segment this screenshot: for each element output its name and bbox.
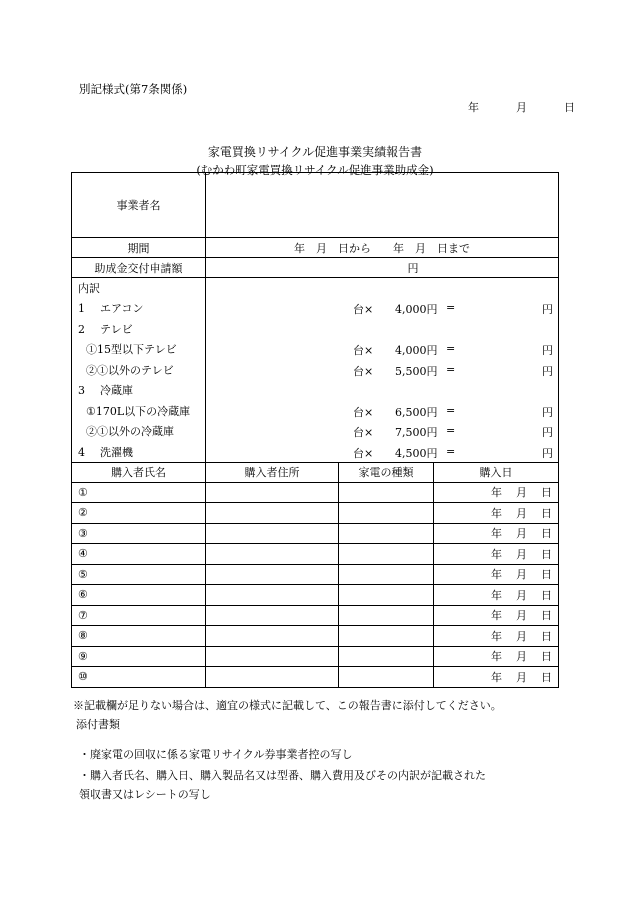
purchaser-row (72, 626, 559, 647)
row-number: ⑤ (78, 567, 88, 581)
breakdown-unit: 台× (353, 344, 374, 357)
breakdown-item-label: テレビ (100, 322, 133, 336)
purchase-date-cell[interactable] (434, 646, 559, 667)
appliance-type-cell[interactable] (339, 646, 434, 667)
purchaser-name-cell[interactable] (72, 626, 206, 647)
purchaser-name-cell[interactable] (72, 544, 206, 565)
breakdown-item-number: 4 (78, 445, 85, 459)
purchaser-row (72, 667, 559, 688)
breakdown-yen: 円 (542, 446, 553, 460)
purchaser-name-cell[interactable] (72, 523, 206, 544)
business-name-label: 事業者名 (72, 173, 206, 238)
breakdown-unit: 台× (353, 303, 374, 316)
row-number: ② (78, 506, 88, 520)
row-number: ① (78, 485, 88, 499)
breakdown-equals: = (446, 362, 456, 376)
breakdown-item-number: 2 (78, 322, 85, 336)
appliance-type-cell[interactable] (339, 626, 434, 647)
report-table (71, 172, 559, 688)
breakdown-calc[interactable] (206, 401, 559, 422)
row-number: ③ (78, 526, 88, 540)
purchaser-address-cell[interactable] (206, 523, 339, 544)
breakdown-item-label: ②①以外の冷蔵庫 (86, 425, 174, 439)
col-purchaser-address: 購入者住所 (206, 462, 339, 482)
appliance-type-cell[interactable] (339, 482, 434, 503)
period-row (72, 238, 559, 258)
purchaser-address-cell[interactable] (206, 585, 339, 606)
breakdown-yen: 円 (542, 364, 553, 378)
breakdown-item-label: ②①以外のテレビ (86, 363, 174, 377)
breakdown-price: 6,500円 (395, 405, 438, 419)
breakdown-calc[interactable] (206, 360, 559, 381)
purchaser-address-cell[interactable] (206, 605, 339, 626)
breakdown-price: 4,000円 (395, 303, 438, 316)
breakdown-row (72, 298, 559, 319)
purchaser-address-cell[interactable] (206, 564, 339, 585)
row-number: ⑩ (78, 670, 88, 684)
purchase-year: 年 (491, 609, 503, 623)
breakdown-item-label: ①170L以下の冷蔵庫 (86, 404, 191, 418)
row-number: ⑨ (78, 649, 88, 663)
purchaser-address-cell[interactable] (206, 646, 339, 667)
breakdown-equals: = (446, 424, 456, 437)
purchase-day: 日 (541, 527, 553, 541)
col-appliance-type: 家電の種類 (339, 462, 434, 482)
breakdown-equals: = (446, 342, 456, 355)
purchaser-name-cell[interactable] (72, 503, 206, 524)
purchase-date-cell[interactable] (434, 585, 559, 606)
breakdown-item-name (72, 442, 206, 463)
purchase-date-cell[interactable] (434, 564, 559, 585)
attachment-item: ・廃家電の回収に係る家電リサイクル券事業者控の写し (79, 748, 353, 761)
purchase-month: 月 (516, 506, 528, 520)
row-number: ⑥ (78, 588, 88, 602)
amount-row (72, 258, 559, 278)
attachment-item-continued: 領収書又はレシートの写し (79, 788, 211, 801)
purchase-month: 月 (516, 527, 528, 541)
business-name-row (72, 173, 559, 238)
row-number: ⑧ (78, 629, 88, 643)
purchase-month: 月 (516, 588, 528, 602)
breakdown-unit: 台× (353, 446, 374, 460)
purchaser-row (72, 564, 559, 585)
purchase-date-cell[interactable] (434, 667, 559, 688)
purchaser-name-cell[interactable] (72, 585, 206, 606)
purchaser-name-cell[interactable] (72, 482, 206, 503)
purchaser-address-cell[interactable] (206, 544, 339, 565)
breakdown-item-number: 1 (78, 302, 85, 316)
breakdown-header-row (72, 278, 559, 299)
breakdown-equals: = (446, 301, 456, 314)
breakdown-item-label: エアコン (100, 302, 144, 316)
breakdown-price: 4,500円 (395, 446, 438, 460)
purchaser-row (72, 482, 559, 503)
row-number: ⑦ (78, 608, 88, 622)
purchaser-header-row (72, 462, 559, 482)
purchase-year: 年 (491, 670, 503, 684)
purchaser-row (72, 523, 559, 544)
purchaser-list (72, 482, 559, 687)
purchase-month: 月 (516, 547, 528, 561)
breakdown-list (72, 298, 559, 462)
breakdown-row (72, 380, 559, 401)
breakdown-yen: 円 (542, 344, 553, 357)
amount-field[interactable] (206, 258, 559, 278)
amount-label: 助成金交付申請額 (72, 258, 206, 278)
breakdown-yen: 円 (542, 303, 553, 316)
purchase-date-cell[interactable] (434, 523, 559, 544)
purchaser-row (72, 646, 559, 667)
breakdown-item-label: 冷蔵庫 (100, 384, 133, 398)
purchase-date-cell[interactable] (434, 482, 559, 503)
breakdown-item-name (72, 401, 206, 422)
period-label: 期間 (72, 238, 206, 258)
purchase-year: 年 (491, 527, 503, 541)
breakdown-item-name (72, 298, 206, 319)
appliance-type-cell[interactable] (339, 523, 434, 544)
breakdown-yen: 円 (542, 426, 553, 439)
breakdown-equals: = (446, 403, 456, 417)
purchaser-name-cell[interactable] (72, 564, 206, 585)
breakdown-row (72, 339, 559, 360)
attachments-label: 添付書類 (76, 718, 120, 731)
breakdown-equals: = (446, 444, 456, 458)
purchase-year: 年 (491, 650, 503, 664)
purchase-date-cell[interactable] (434, 544, 559, 565)
purchase-month: 月 (516, 568, 528, 582)
period-field[interactable]: 年 月 日から 年 月 日まで (206, 238, 559, 258)
amount-unit: 円 (407, 261, 419, 275)
purchase-month: 月 (516, 670, 528, 684)
purchaser-name-cell[interactable] (72, 667, 206, 688)
purchase-day: 日 (541, 568, 553, 582)
form-reference: 別記様式(第7条関係) (79, 82, 188, 96)
breakdown-item-name (72, 380, 206, 401)
purchase-month: 月 (516, 650, 528, 664)
breakdown-unit: 台× (353, 364, 374, 378)
purchase-year: 年 (491, 568, 503, 582)
breakdown-item-name (72, 319, 206, 340)
purchase-day: 日 (541, 588, 553, 602)
purchaser-row (72, 503, 559, 524)
col-purchaser-name: 購入者氏名 (72, 462, 206, 482)
appliance-type-cell[interactable] (339, 605, 434, 626)
breakdown-row (72, 360, 559, 381)
report-date (468, 99, 575, 115)
breakdown-calc[interactable] (206, 339, 559, 360)
breakdown-label: 内訳 (72, 278, 206, 299)
breakdown-unit: 台× (353, 405, 374, 419)
breakdown-item-label: 洗濯機 (100, 445, 133, 459)
breakdown-item-name (72, 421, 206, 442)
purchaser-name-cell[interactable] (72, 605, 206, 626)
breakdown-calc[interactable] (206, 319, 559, 340)
breakdown-yen: 円 (542, 405, 553, 419)
purchase-month: 月 (516, 486, 528, 500)
breakdown-price: 5,500円 (395, 364, 438, 378)
purchaser-row (72, 585, 559, 606)
breakdown-price: 7,500円 (395, 426, 438, 439)
appliance-type-cell[interactable] (339, 544, 434, 565)
purchaser-address-cell[interactable] (206, 503, 339, 524)
purchase-day: 日 (541, 670, 553, 684)
breakdown-price: 4,000円 (395, 344, 438, 357)
purchase-month: 月 (516, 629, 528, 643)
breakdown-calc[interactable] (206, 421, 559, 442)
breakdown-item-name (72, 339, 206, 360)
purchaser-address-cell[interactable] (206, 667, 339, 688)
purchaser-address-cell[interactable] (206, 626, 339, 647)
appliance-type-cell[interactable] (339, 503, 434, 524)
purchaser-row (72, 605, 559, 626)
purchase-year: 年 (491, 547, 503, 561)
purchase-date-cell[interactable] (434, 605, 559, 626)
purchase-year: 年 (491, 588, 503, 602)
purchase-day: 日 (541, 609, 553, 623)
purchaser-address-cell[interactable] (206, 482, 339, 503)
appliance-type-cell[interactable] (339, 667, 434, 688)
attachment-item: ・購入者氏名、購入日、購入製品名又は型番、購入費用及びその内訳が記載された (79, 769, 486, 782)
purchase-year: 年 (491, 506, 503, 520)
business-name-field[interactable] (206, 173, 559, 238)
appliance-type-cell[interactable] (339, 564, 434, 585)
breakdown-row (72, 442, 559, 463)
report-date-month: 月 (516, 101, 527, 114)
breakdown-calc[interactable] (206, 442, 559, 463)
note-text: ※記載欄が足りない場合は、適宜の様式に記載して、この報告書に添付してください。 (73, 699, 502, 712)
purchaser-name-cell[interactable] (72, 646, 206, 667)
breakdown-row (72, 401, 559, 422)
purchase-year: 年 (491, 629, 503, 643)
report-date-day: 日 (564, 101, 575, 114)
breakdown-item-number: 3 (78, 384, 85, 398)
purchase-month: 月 (516, 609, 528, 623)
breakdown-item-label: ①15型以下テレビ (86, 343, 177, 357)
document-title: 家電買換リサイクル促進事業実績報告書 (207, 145, 423, 159)
breakdown-item-name (72, 360, 206, 381)
row-number: ④ (78, 547, 88, 561)
purchase-day: 日 (541, 650, 553, 664)
col-purchase-date: 購入日 (434, 462, 559, 482)
purchase-day: 日 (541, 547, 553, 561)
purchase-day: 日 (541, 629, 553, 643)
purchaser-row (72, 544, 559, 565)
document-subtitle: (むかわ町家電買換リサイクル促進事業助成金) (196, 163, 434, 177)
breakdown-unit: 台× (353, 426, 374, 439)
purchase-date-cell[interactable] (434, 503, 559, 524)
breakdown-row (72, 319, 559, 340)
purchase-day: 日 (541, 506, 553, 520)
appliance-type-cell[interactable] (339, 585, 434, 606)
report-date-year: 年 (468, 101, 479, 114)
breakdown-calc[interactable] (206, 298, 559, 319)
breakdown-calc[interactable] (206, 380, 559, 401)
purchase-year: 年 (491, 486, 503, 500)
purchase-date-cell[interactable] (434, 626, 559, 647)
purchase-day: 日 (541, 486, 553, 500)
breakdown-row (72, 421, 559, 442)
